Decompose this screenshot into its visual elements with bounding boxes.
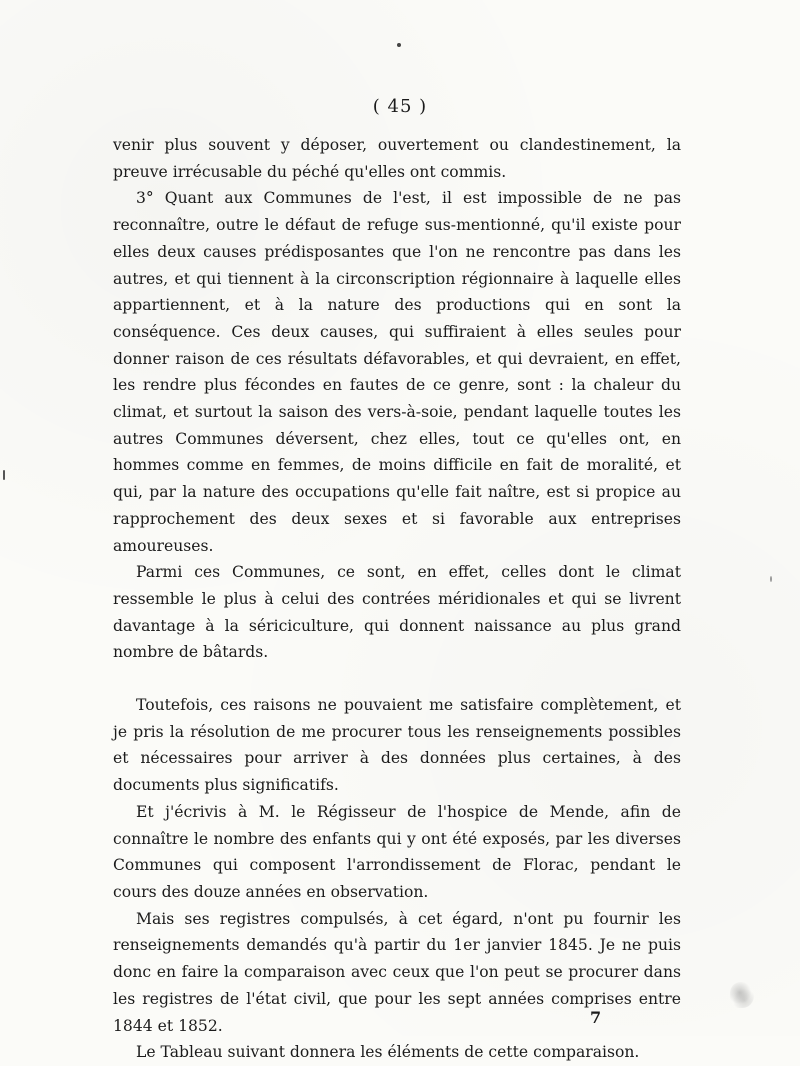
paragraph-research-resolution: Toutefois, ces raisons ne pouvaient me satisfaire complètement, et je pris la résolution de me procurer tous les renseignements possibles et nécessaires pour arriver à des données plus certaines, à des documents plus significatifs. xyxy=(113,696,681,795)
signature-mark: 7 xyxy=(590,1008,602,1027)
paper-stain xyxy=(730,982,754,1008)
main-text xyxy=(113,132,681,1066)
margin-mark xyxy=(3,470,5,480)
paragraph-hospice-request: Et j'écrivis à M. le Régisseur de l'hospice de Mende, afin de connaître le nombre des enfants qui y ont été exposés, par les diverses Communes qui composent l'arrondissement de Florac, pendant le cours des douze années en observation. xyxy=(113,802,681,901)
ink-speck xyxy=(397,43,401,47)
paragraph-registers: Mais ses registres compulsés, à cet égard, n'ont pu fournir les renseignements demandés qu'à partir du 1er janvier 1845. Je ne puis donc en faire la comparaison avec ceux que l'on peut se procurer dans les registres de l'état civil, que pour les sept années comprises entre 1844 et 1852. xyxy=(113,909,681,1035)
paragraph-sericulture: Parmi ces Communes, ce sont, en effet, celles dont le climat ressemble le plus à celui des contrées méridionales et qui se livrent davantage à la sériciculture, qui donnent naissance au plus grand nombre de bâtards. xyxy=(113,563,681,662)
page-number: ( 45 ) xyxy=(372,96,428,117)
paragraph-continuation: venir plus souvent y déposer, ouvertement ou clandestinement, la preuve irrécusable du péché qu'elles ont commis. xyxy=(113,136,681,181)
paragraph-eastern-communes: 3° Quant aux Communes de l'est, il est impossible de ne pas reconnaître, outre le défaut de refuge sus-mentionné, qu'il existe pour elles deux causes prédisposantes que l'on ne rencontre pas dans les autres, et qui tiennent à la circonscription régionnaire à laquelle elles appartiennent, et à la nature des productions qui en sont la conséquence. Ces deux causes, qui suffiraient à elles seules pour donner raison de ces résultats défavorables, et qui devraient, en effet, les rendre plus fécondes en fautes de ce genre, sont : la chaleur du climat, et surtout la saison des vers-à-soie, pendant laquelle toutes les autres Communes déversent, chez elles, tout ce qu'elles ont, en hommes comme en femmes, de moins difficile en fait de moralité, et qui, par la nature des occupations qu'elle fait naître, est si propice au rapprochement des deux sexes et si favorable aux entreprises amoureuses. xyxy=(113,189,681,555)
paragraph-table-intro: Le Tableau suivant donnera les éléments de cette comparaison. xyxy=(136,1043,640,1062)
margin-mark xyxy=(770,576,772,582)
